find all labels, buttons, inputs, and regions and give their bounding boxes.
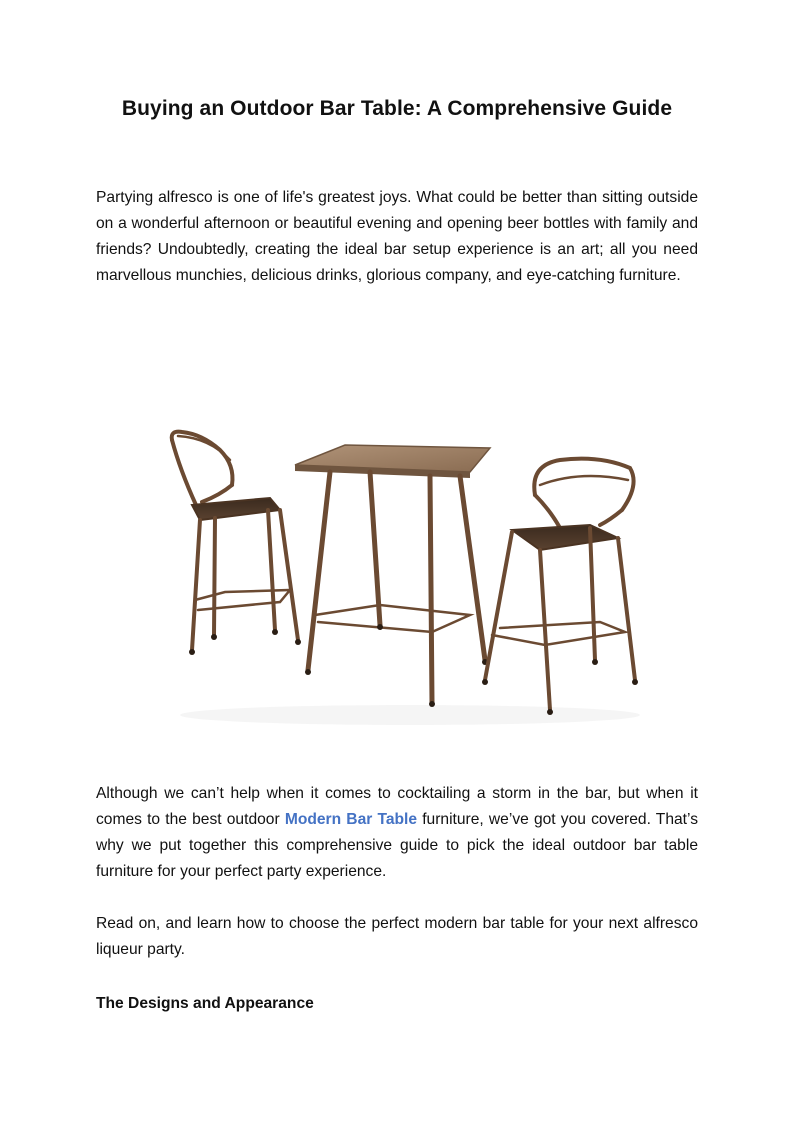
left-stool xyxy=(172,432,301,655)
bar-table xyxy=(295,445,490,707)
bar-table-photo xyxy=(140,410,670,740)
second-paragraph-text-start: Although we can’t help when it comes to cocktailing a storm in the bar, but when it comes to the best outdoor xyxy=(96,785,698,828)
section-heading: The Designs and Appearance xyxy=(96,995,314,1012)
third-paragraph: Read on, and learn how to choose the perfect modern bar table for your next alfresco liqueur party. xyxy=(96,915,698,958)
second-paragraph xyxy=(96,781,698,885)
page-title: Buying an Outdoor Bar Table: A Comprehensive Guide xyxy=(121,97,673,120)
intro-paragraph: Partying alfresco is one of life's greatest joys. What could be better than sitting outside on a wonderful afternoon or beautiful evening and opening beer bottles with family and friends? Undoubtedly, creating the ideal bar setup experience is an art; all you need marvellous munchies, delicious drinks, glorious company, and eye-catching furniture. xyxy=(96,189,698,284)
second-paragraph-text-end: furniture, we’ve got you covered. That’s why we put together this comprehensive guide to pick the ideal outdoor bar table furniture for your perfect party experience. xyxy=(96,811,698,880)
modern-bar-table-link[interactable]: Modern Bar Table xyxy=(284,811,418,828)
right-stool xyxy=(482,459,638,715)
